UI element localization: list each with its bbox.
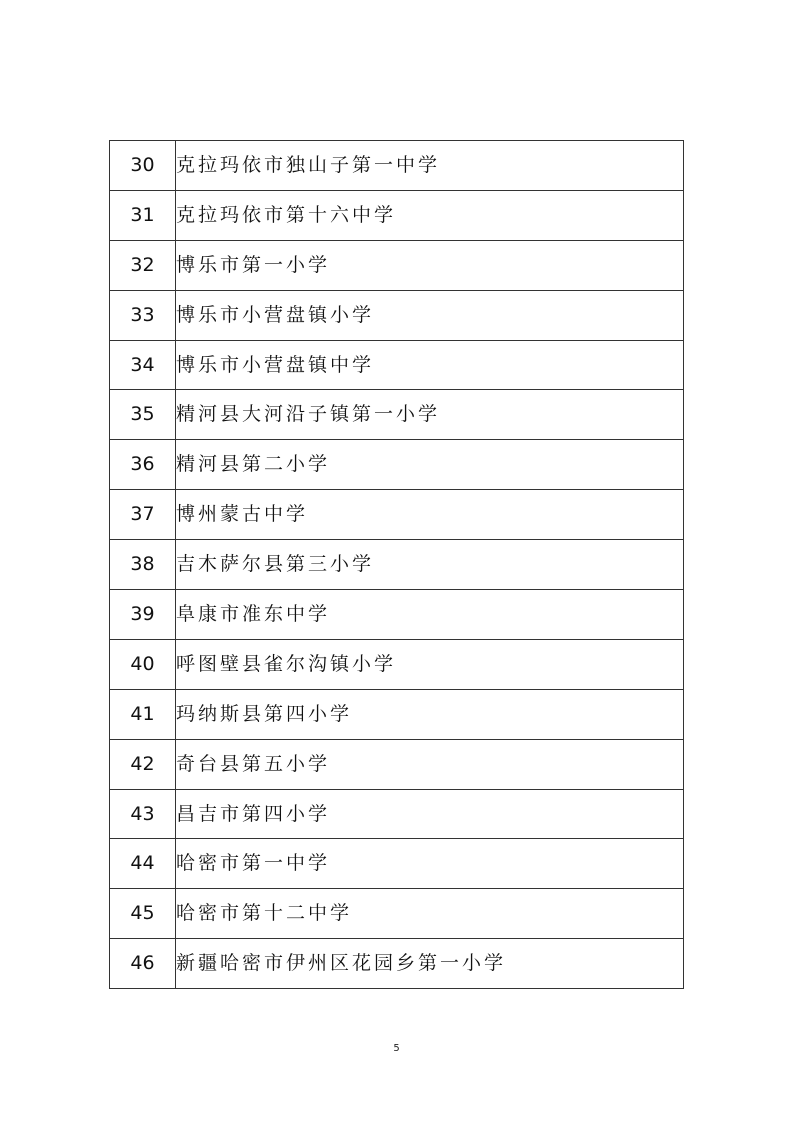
row-number-cell: 35 bbox=[110, 390, 176, 440]
school-name-cell: 博乐市小营盘镇小学 bbox=[176, 290, 684, 340]
school-name-cell: 奇台县第五小学 bbox=[176, 739, 684, 789]
school-name-cell: 昌吉市第四小学 bbox=[176, 789, 684, 839]
school-name-cell: 克拉玛依市第十六中学 bbox=[176, 190, 684, 240]
row-number-cell: 45 bbox=[110, 889, 176, 939]
row-number-cell: 34 bbox=[110, 340, 176, 390]
row-number-cell: 46 bbox=[110, 939, 176, 989]
table-row bbox=[110, 689, 684, 739]
school-name-cell: 精河县大河沿子镇第一小学 bbox=[176, 390, 684, 440]
row-number-cell: 36 bbox=[110, 440, 176, 490]
table-row bbox=[110, 290, 684, 340]
row-number-cell: 39 bbox=[110, 590, 176, 640]
table-body bbox=[110, 141, 684, 989]
table-row bbox=[110, 590, 684, 640]
school-name-cell: 精河县第二小学 bbox=[176, 440, 684, 490]
row-number-cell: 37 bbox=[110, 490, 176, 540]
school-name-cell: 阜康市准东中学 bbox=[176, 590, 684, 640]
row-number-cell: 30 bbox=[110, 141, 176, 191]
table-row bbox=[110, 490, 684, 540]
row-number-cell: 44 bbox=[110, 839, 176, 889]
table-row bbox=[110, 939, 684, 989]
school-name-cell: 哈密市第十二中学 bbox=[176, 889, 684, 939]
school-name-cell: 克拉玛依市独山子第一中学 bbox=[176, 141, 684, 191]
table-row bbox=[110, 739, 684, 789]
school-name-cell: 哈密市第一中学 bbox=[176, 839, 684, 889]
table-row bbox=[110, 789, 684, 839]
school-name-cell: 呼图壁县雀尔沟镇小学 bbox=[176, 639, 684, 689]
school-name-cell: 博乐市第一小学 bbox=[176, 240, 684, 290]
page-number: 5 bbox=[393, 1043, 400, 1054]
row-number-cell: 41 bbox=[110, 689, 176, 739]
table-row bbox=[110, 390, 684, 440]
school-name-cell: 新疆哈密市伊州区花园乡第一小学 bbox=[176, 939, 684, 989]
table-row bbox=[110, 540, 684, 590]
row-number-cell: 32 bbox=[110, 240, 176, 290]
school-name-cell: 吉木萨尔县第三小学 bbox=[176, 540, 684, 590]
school-name-cell: 博乐市小营盘镇中学 bbox=[176, 340, 684, 390]
row-number-cell: 38 bbox=[110, 540, 176, 590]
row-number-cell: 33 bbox=[110, 290, 176, 340]
table-row bbox=[110, 839, 684, 889]
row-number-cell: 42 bbox=[110, 739, 176, 789]
school-name-cell: 玛纳斯县第四小学 bbox=[176, 689, 684, 739]
row-number-cell: 40 bbox=[110, 639, 176, 689]
table-row bbox=[110, 141, 684, 191]
row-number-cell: 43 bbox=[110, 789, 176, 839]
table-row bbox=[110, 240, 684, 290]
table-row bbox=[110, 340, 684, 390]
row-number-cell: 31 bbox=[110, 190, 176, 240]
school-list-table bbox=[109, 140, 684, 989]
school-name-cell: 博州蒙古中学 bbox=[176, 490, 684, 540]
table-row bbox=[110, 889, 684, 939]
table-row bbox=[110, 440, 684, 490]
table-row bbox=[110, 190, 684, 240]
table-row bbox=[110, 639, 684, 689]
